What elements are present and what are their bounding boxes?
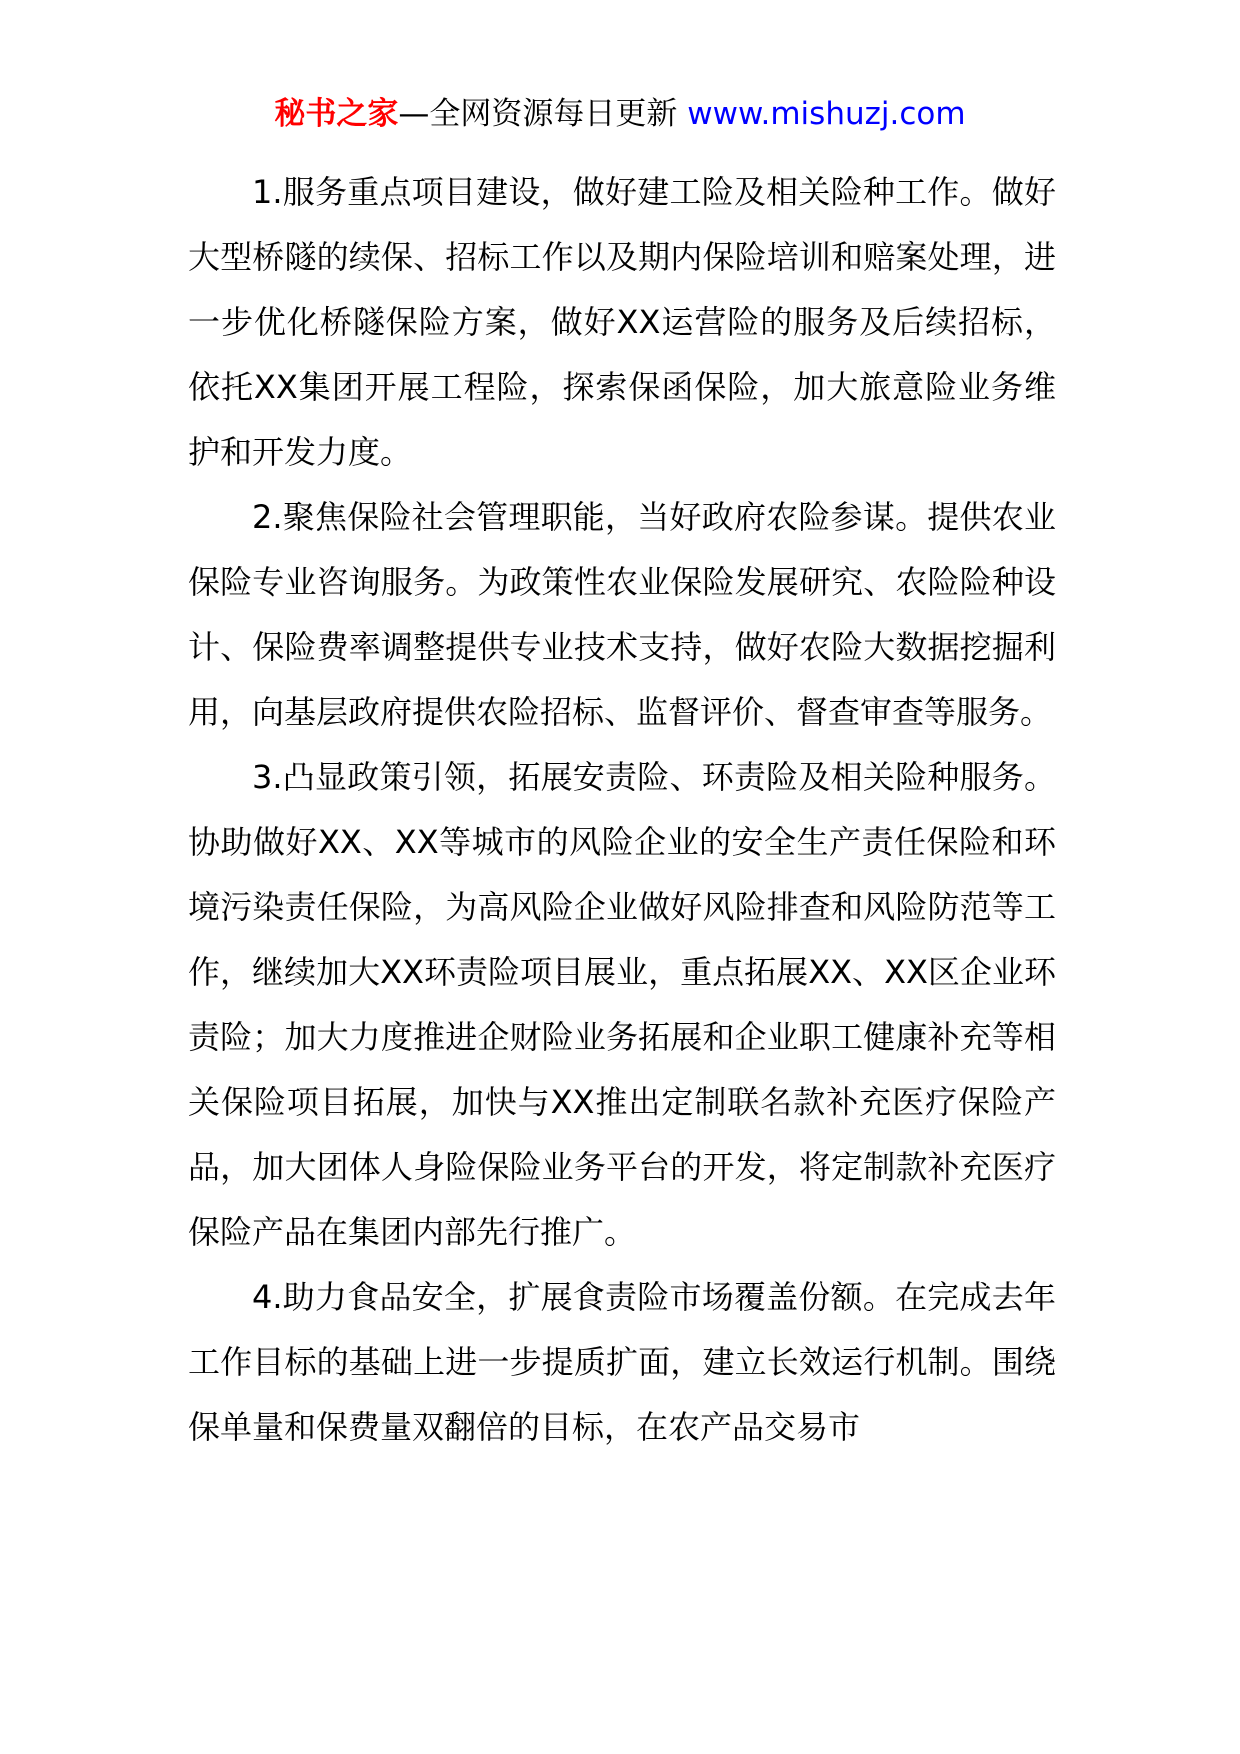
document-body [188, 160, 1056, 1460]
site-url-link[interactable]: www.mishuzj.com [687, 96, 966, 132]
brand-name: 秘书之家 [274, 96, 399, 132]
header-tagline: —全网资源每日更新 [398, 96, 688, 132]
paragraph-3: 3.凸显政策引领，拓展安责险、环责险及相关险种服务。协助做好XX、XX等城市的风险企业的安全生产责任保险和环境污染责任保险，为高风险企业做好风险排查和风险防范等工作，继续加大XX环责险项目展业，重点拓展XX、XX区企业环责险；加大力度推进企财险业务拓展和企业职工健康补充等相关保险项目拓展，加快与XX推出定制联名款补充医疗保险产品，加大团体人身险保险业务平台的开发，将定制款补充医疗保险产品在集团内部先行推广。 [188, 758, 1056, 1251]
paragraph-1: 1.服务重点项目建设，做好建工险及相关险种工作。做好大型桥隧的续保、招标工作以及期内保险培训和赔案处理，进一步优化桥隧保险方案，做好XX运营险的服务及后续招标，依托XX集团开展工程险，探索保函保险，加大旅意险业务维护和开发力度。 [188, 173, 1056, 471]
page-header [0, 92, 1240, 136]
paragraph-2: 2.聚焦保险社会管理职能，当好政府农险参谋。提供农业保险专业咨询服务。为政策性农业保险发展研究、农险险种设计、保险费率调整提供专业技术支持，做好农险大数据挖掘利用，向基层政府提供农险招标、监督评价、督查审查等服务。 [188, 498, 1056, 731]
paragraph-4: 4.助力食品安全，扩展食责险市场覆盖份额。在完成去年工作目标的基础上进一步提质扩面，建立长效运行机制。围绕保单量和保费量双翻倍的目标，在农产品交易市 [188, 1278, 1056, 1446]
